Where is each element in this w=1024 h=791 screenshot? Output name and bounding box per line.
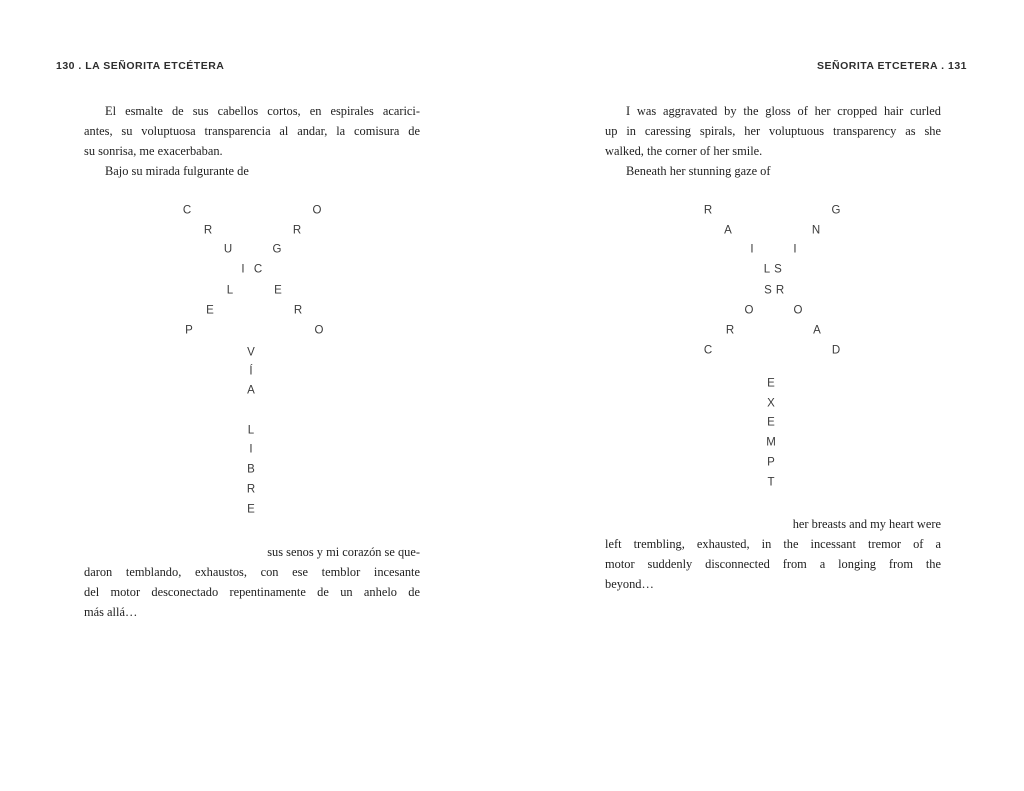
calligram-letter: O (744, 304, 754, 317)
calligram-letter: E (767, 377, 775, 390)
calligram-letter: C (182, 204, 192, 217)
right-paragraph-top (605, 101, 941, 181)
left-page-header: 130 . LA SEÑORITA ETCÉTERA (56, 60, 225, 72)
text-line: beyond… (605, 577, 654, 591)
calligram-letter: R (203, 224, 213, 237)
calligram-letter: I (249, 443, 253, 456)
text-line: del motor desconectado repentinamente de un anhelo de (84, 585, 420, 599)
text-line: her breasts and my heart were (792, 517, 941, 531)
calligram-letter: O (314, 324, 324, 337)
calligram-letter: V (247, 346, 255, 359)
calligram-letter: L (226, 284, 234, 297)
calligram-letter: U (223, 243, 233, 256)
calligram-letter: O (312, 204, 322, 217)
calligram-letter: E (767, 416, 775, 429)
right-page (512, 0, 1024, 791)
calligram-letter: E (274, 284, 282, 297)
left-paragraph-bottom (84, 542, 420, 622)
calligram-letter: L (247, 424, 255, 437)
calligram-letter: R (725, 324, 735, 337)
calligram-letter: D (831, 344, 841, 357)
calligram-letter: L (763, 263, 771, 276)
calligram-letter: R (703, 204, 713, 217)
calligram-letter: Í (249, 365, 253, 378)
calligram-letter: C (253, 263, 263, 276)
text-line: Beneath her stunning gaze of (626, 164, 771, 178)
text-line: El esmalte de sus cabellos cortos, en espirales acarici- (105, 104, 420, 118)
calligram-letter: R (775, 284, 785, 297)
calligram-letter: S (774, 263, 782, 276)
text-line: daron temblando, exhaustos, con ese temblor incesante (84, 565, 420, 579)
calligram-letter: R (293, 304, 303, 317)
calligram-letter: X (767, 397, 775, 410)
text-line: más allá… (84, 605, 138, 619)
calligram-letter: N (811, 224, 821, 237)
calligram-letter: S (764, 284, 772, 297)
calligram-letter: P (185, 324, 193, 337)
text-line: motor suddenly disconnected from a longing from the (605, 557, 941, 571)
calligram-letter: M (766, 436, 776, 449)
text-line: antes, su voluptuosa transparencia al andar, la comisura de (84, 124, 420, 138)
calligram-letter: R (292, 224, 302, 237)
text-line: walked, the corner of her smile. (605, 144, 763, 158)
calligram-letter: I (241, 263, 245, 276)
text-line: up in caressing spirals, her voluptuous transparency as she (605, 124, 941, 138)
text-line: Bajo su mirada fulgurante de (105, 164, 249, 178)
right-paragraph-bottom (605, 514, 941, 594)
calligram-letter: O (793, 304, 803, 317)
calligram-letter: R (246, 483, 256, 496)
calligram-letter: T (767, 476, 775, 489)
calligram-letter: I (750, 243, 754, 256)
left-paragraph-top (84, 101, 420, 181)
calligram-letter: I (793, 243, 797, 256)
calligram-letter: A (813, 324, 821, 337)
text-line: su sonrisa, me exacerbaban. (84, 144, 223, 158)
calligram-letter: A (247, 384, 255, 397)
calligram-letter: G (272, 243, 282, 256)
text-line: sus senos y mi corazón se que- (267, 545, 420, 559)
right-page-header: SEÑORITA ETCETERA . 131 (817, 60, 967, 72)
calligram-letter: C (703, 344, 713, 357)
calligram-letter: G (831, 204, 841, 217)
calligram-letter: E (206, 304, 214, 317)
calligram-letter: P (767, 456, 775, 469)
text-line: left trembling, exhausted, in the incessant tremor of a (605, 537, 941, 551)
calligram-letter: B (247, 463, 255, 476)
calligram-letter: E (247, 503, 255, 516)
text-line: I was aggravated by the gloss of her cropped hair curled (626, 104, 941, 118)
calligram-letter: A (724, 224, 732, 237)
